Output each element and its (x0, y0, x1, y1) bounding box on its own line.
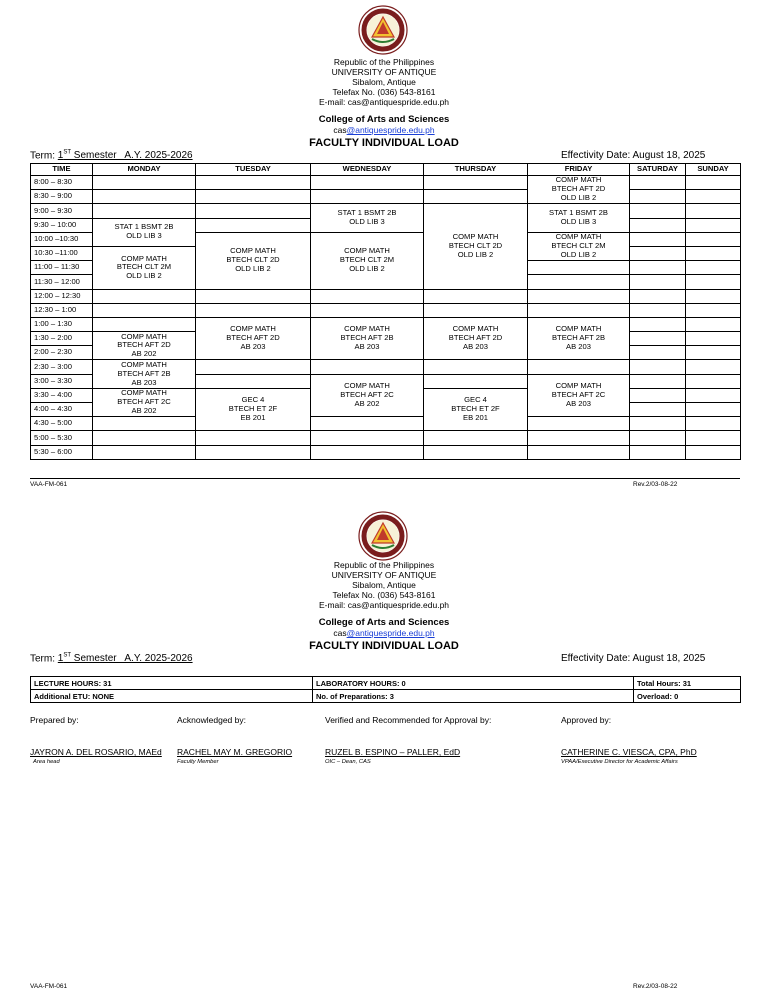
footer-rule (30, 478, 740, 479)
class-cell: COMP MATH BTECH AFT 2D AB 203 (196, 317, 311, 360)
class-cell: COMP MATH BTECH AFT 2C AB 202 (311, 374, 424, 417)
class-cell: COMP MATH BTECH AFT 2C AB 203 (528, 374, 630, 417)
address-text: Sibalom, Antique (352, 77, 416, 87)
table-row (31, 417, 741, 431)
lecture-hours: LECTURE HOURS: 31 (31, 677, 313, 690)
class-cell: COMP MATH BTECH CLT 2D OLD LIB 2 (424, 204, 528, 289)
university-name: UNIVERSITY OF ANTIQUE (331, 570, 437, 580)
term-line: Term: 1ST Semester A.Y. 2025-2026 (30, 150, 193, 162)
col-header: FRIDAY (528, 164, 630, 176)
class-cell: COMP MATH BTECH CLT 2M OLD LIB 2 (93, 246, 196, 289)
laboratory-hours: LABORATORY HOURS: 0 (313, 677, 634, 690)
time-cell: 5:00 – 5:30 (31, 431, 93, 445)
time-cell: 3:30 – 4:00 (31, 388, 93, 402)
class-cell: COMP MATH BTECH AFT 2D OLD LIB 2 (528, 176, 630, 204)
acknowledged-by-label: Acknowledged by: (177, 715, 246, 725)
time-cell: 2:30 – 3:00 (31, 360, 93, 374)
prepared-by-position: Area head (33, 759, 60, 765)
class-cell: COMP MATH BTECH AFT 2B AB 203 (311, 317, 424, 360)
revision-code: Rev.2/03-08-22 (633, 481, 678, 488)
table-row (31, 360, 741, 374)
table-row (31, 317, 741, 331)
col-header: TIME (31, 164, 93, 176)
class-cell: STAT 1 BSMT 2B OLD LIB 3 (311, 204, 424, 232)
university-seal-icon (358, 5, 408, 55)
table-row (31, 190, 741, 204)
republic-text: Republic of the Philippines (333, 57, 435, 67)
time-cell: 4:00 – 4:30 (31, 403, 93, 417)
table-row (31, 445, 741, 459)
time-cell: 1:30 – 2:00 (31, 332, 93, 346)
acknowledged-by-position: Faculty Member (177, 759, 219, 765)
revision-code: Rev.2/03-08-22 (633, 983, 678, 990)
telefax-text: Telefax No. (036) 543-8161 (332, 87, 436, 97)
table-row (31, 677, 741, 690)
effectivity-date: Effectivity Date: August 18, 2025 (561, 653, 706, 664)
time-cell: 11:30 – 12:00 (31, 275, 93, 289)
col-header: MONDAY (93, 164, 196, 176)
time-cell: 8:00 – 8:30 (31, 176, 93, 190)
form-code: VAA-FM-061 (30, 481, 68, 488)
telefax-text: Telefax No. (036) 543-8161 (332, 590, 436, 600)
time-cell: 5:30 – 6:00 (31, 445, 93, 459)
col-header: SATURDAY (630, 164, 686, 176)
table-row (31, 303, 741, 317)
table-row (31, 204, 741, 218)
effectivity-date: Effectivity Date: August 18, 2025 (561, 150, 706, 161)
approved-by-position: VPAA/Executive Director for Academic Affairs (561, 759, 678, 765)
table-row (31, 176, 741, 190)
time-cell: 3:00 – 3:30 (31, 374, 93, 388)
time-cell: 11:00 – 11:30 (31, 261, 93, 275)
col-header: SUNDAY (686, 164, 741, 176)
time-cell: 9:30 – 10:00 (31, 218, 93, 232)
republic-text: Republic of the Philippines (333, 560, 435, 570)
time-cell: 9:00 – 9:30 (31, 204, 93, 218)
class-cell: COMP MATH BTECH AFT 2C AB 202 (93, 388, 196, 416)
acknowledged-by-name: RACHEL MAY M. GREGORIO (177, 747, 293, 757)
time-cell: 4:30 – 5:00 (31, 417, 93, 431)
college-name: College of Arts and Sciences (318, 114, 450, 125)
additional-etu: Additional ETU: NONE (31, 690, 313, 703)
prepared-by-label: Prepared by: (30, 715, 79, 725)
col-header: TUESDAY (196, 164, 311, 176)
class-cell: STAT 1 BSMT 2B OLD LIB 3 (93, 218, 196, 246)
time-cell: 10:30 –11:00 (31, 246, 93, 260)
time-cell: 12:00 – 12:30 (31, 289, 93, 303)
class-cell: COMP MATH BTECH CLT 2D OLD LIB 2 (196, 232, 311, 289)
prepared-by-name: JAYRON A. DEL ROSARIO, MAEd (30, 747, 162, 757)
time-cell: 1:00 – 1:30 (31, 317, 93, 331)
total-hours: Total Hours: 31 (634, 677, 741, 690)
university-seal-icon (358, 511, 408, 561)
college-email: cas@antiquespride.edu.ph (333, 125, 435, 135)
class-cell: COMP MATH BTECH AFT 2B AB 203 (93, 360, 196, 388)
table-row (31, 431, 741, 445)
schedule-header-row (31, 164, 741, 176)
col-header: WEDNESDAY (311, 164, 424, 176)
college-email: cas@antiquespride.edu.ph (333, 628, 435, 638)
class-cell: COMP MATH BTECH CLT 2M OLD LIB 2 (528, 232, 630, 260)
col-header: THURSDAY (424, 164, 528, 176)
university-name: UNIVERSITY OF ANTIQUE (331, 67, 437, 77)
approved-by-label: Approved by: (561, 715, 612, 725)
college-name: College of Arts and Sciences (318, 617, 450, 628)
verified-by-label: Verified and Recommended for Approval by: (325, 715, 492, 725)
time-cell: 10:00 –10:30 (31, 232, 93, 246)
table-row (31, 690, 741, 703)
overload: Overload: 0 (634, 690, 741, 703)
class-cell: GEC 4 BTECH ET 2F EB 201 (196, 388, 311, 431)
class-cell: COMP MATH BTECH AFT 2D AB 203 (424, 317, 528, 360)
form-title: FACULTY INDIVIDUAL LOAD (309, 640, 459, 652)
preparations-count: No. of Preparations: 3 (313, 690, 634, 703)
term-line: Term: 1ST Semester A.Y. 2025-2026 (30, 653, 193, 665)
class-cell: COMP MATH BTECH CLT 2M OLD LIB 2 (311, 232, 424, 289)
time-cell: 8:30 – 9:00 (31, 190, 93, 204)
form-code: VAA-FM-061 (30, 983, 68, 990)
address-text: Sibalom, Antique (352, 580, 416, 590)
college-email-link[interactable]: @antiquespride.edu.ph (346, 628, 435, 638)
college-email-link[interactable]: @antiquespride.edu.ph (346, 125, 435, 135)
load-summary-table (30, 676, 741, 703)
time-cell: 12:30 – 1:00 (31, 303, 93, 317)
approved-by-name: CATHERINE C. VIESCA, CPA, PhD (561, 747, 697, 757)
email-text: E-mail: cas@antiquespride.edu.ph (318, 97, 450, 107)
class-cell: STAT 1 BSMT 2B OLD LIB 3 (528, 204, 630, 232)
schedule-table (30, 163, 741, 460)
class-cell: COMP MATH BTECH AFT 2B AB 203 (528, 317, 630, 360)
verified-by-position: OIC – Dean, CAS (325, 759, 371, 765)
class-cell: GEC 4 BTECH ET 2F EB 201 (424, 388, 528, 431)
class-cell: COMP MATH BTECH AFT 2D AB 202 (93, 332, 196, 360)
form-title: FACULTY INDIVIDUAL LOAD (309, 137, 459, 149)
verified-by-name: RUZEL B. ESPINO – PALLER, EdD (325, 747, 461, 757)
email-text: E-mail: cas@antiquespride.edu.ph (318, 600, 450, 610)
time-cell: 2:00 – 2:30 (31, 346, 93, 360)
table-row (31, 289, 741, 303)
